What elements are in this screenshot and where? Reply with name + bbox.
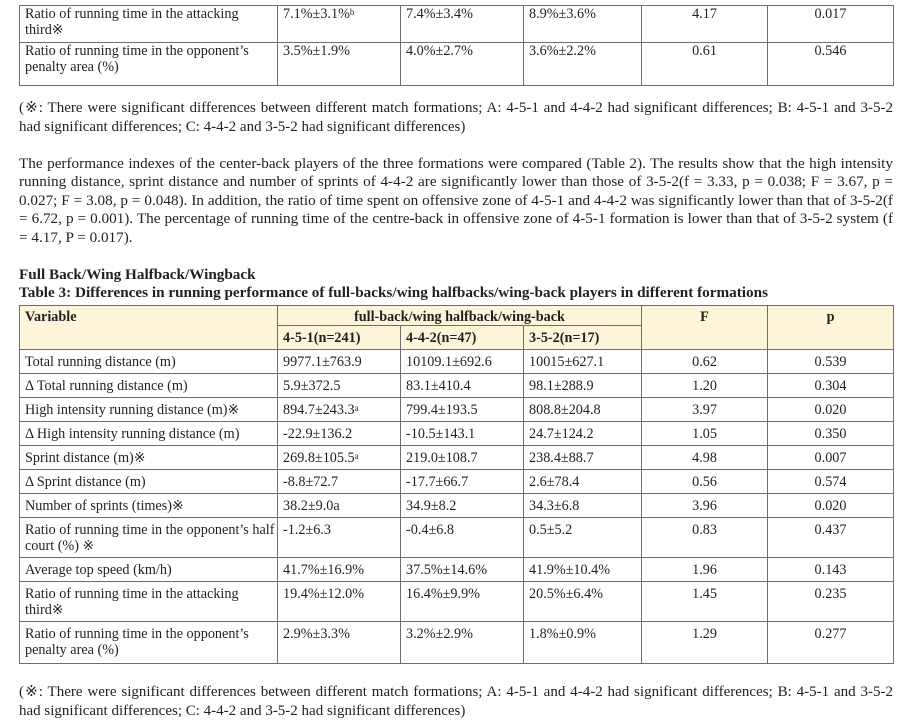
variable-cell: Total running distance (m)	[20, 350, 278, 374]
variable-cell: Δ Sprint distance (m)	[20, 470, 278, 494]
f-value: 0.83	[642, 518, 768, 558]
variable-cell: Number of sprints (times)※	[20, 494, 278, 518]
value-451: -8.8±72.7	[278, 470, 401, 494]
table-row	[20, 422, 894, 446]
f-value: 3.97	[642, 398, 768, 422]
value-352: 98.1±288.9	[524, 374, 642, 398]
header-p: p	[768, 306, 894, 350]
value-451: 3.5%±1.9%	[278, 43, 401, 86]
value-352: 10015±627.1	[524, 350, 642, 374]
table-row	[20, 350, 894, 374]
table3-caption: Table 3: Differences in running performance of full-backs/wing halfbacks/wing-back players in different formations	[19, 284, 768, 301]
value-451: 19.4%±12.0%	[278, 582, 401, 622]
table-row	[20, 6, 894, 43]
header-variable: Variable	[20, 306, 278, 350]
value-442: -0.4±6.8	[401, 518, 524, 558]
f-value: 4.98	[642, 446, 768, 470]
variable-cell: Ratio of running time in the opponent’s penalty area (%)	[20, 43, 278, 86]
p-value: 0.574	[768, 470, 894, 494]
header-451: 4-5-1(n=241)	[278, 326, 401, 350]
table-row	[20, 43, 894, 86]
p-value: 0.277	[768, 622, 894, 664]
f-value: 0.56	[642, 470, 768, 494]
value-352: 3.6%±2.2%	[524, 43, 642, 86]
p-value: 0.143	[768, 558, 894, 582]
value-352: 24.7±124.2	[524, 422, 642, 446]
value-451: 269.8±105.5$^a$	[278, 446, 401, 470]
f-value: 0.61	[642, 43, 768, 86]
value-451: -22.9±136.2	[278, 422, 401, 446]
table-header-row	[20, 306, 894, 326]
f-value: 1.20	[642, 374, 768, 398]
value-451: 7.1%±3.1%$^b$	[278, 6, 401, 43]
value-442: 799.4±193.5	[401, 398, 524, 422]
value-442: 4.0%±2.7%	[401, 43, 524, 86]
table2-footnote: (※: There were significant differences between different match formations; A: 4-5-1 and 4-4-2 had significant differences; B: 4-5-1 and 3-5-2 had significant differences; C: 4-4-2 and 3-5-2 had significant differences)	[19, 100, 893, 135]
value-451: -1.2±6.3	[278, 518, 401, 558]
variable-cell: High intensity running distance (m)※	[20, 398, 278, 422]
p-value: 0.235	[768, 582, 894, 622]
p-value: 0.304	[768, 374, 894, 398]
variable-cell: Average top speed (km/h)	[20, 558, 278, 582]
table-row	[20, 582, 894, 622]
f-value: 4.17	[642, 6, 768, 43]
value-352: 808.8±204.8	[524, 398, 642, 422]
table3	[19, 305, 894, 664]
value-442: -10.5±143.1	[401, 422, 524, 446]
table-row	[20, 518, 894, 558]
value-352: 8.9%±3.6%	[524, 6, 642, 43]
table-row	[20, 622, 894, 664]
value-352: 2.6±78.4	[524, 470, 642, 494]
variable-cell: Δ High intensity running distance (m)	[20, 422, 278, 446]
header-group: full-back/wing halfback/wing-back	[278, 306, 642, 326]
p-value: 0.020	[768, 398, 894, 422]
value-451: 2.9%±3.3%	[278, 622, 401, 664]
value-442: 83.1±410.4	[401, 374, 524, 398]
value-442: 37.5%±14.6%	[401, 558, 524, 582]
value-442: 3.2%±2.9%	[401, 622, 524, 664]
variable-cell: Ratio of running time in the attacking third※	[20, 582, 278, 622]
value-451: 41.7%±16.9%	[278, 558, 401, 582]
table3-footnote: (※: There were significant differences between different match formations; A: 4-5-1 and 4-4-2 had significant differences; B: 4-5-1 and 3-5-2 had significant differences; C: 4-4-2 and 3-5-2 had significant differences)	[19, 684, 893, 719]
table-row	[20, 558, 894, 582]
value-442: -17.7±66.7	[401, 470, 524, 494]
header-352: 3-5-2(n=17)	[524, 326, 642, 350]
header-f: F	[642, 306, 768, 350]
value-442: 7.4%±3.4%	[401, 6, 524, 43]
table-row	[20, 398, 894, 422]
value-352: 41.9%±10.4%	[524, 558, 642, 582]
p-value: 0.017	[768, 6, 894, 43]
value-442: 16.4%±9.9%	[401, 582, 524, 622]
p-value: 0.020	[768, 494, 894, 518]
p-value: 0.350	[768, 422, 894, 446]
table-row	[20, 374, 894, 398]
value-442: 10109.1±692.6	[401, 350, 524, 374]
value-442: 34.9±8.2	[401, 494, 524, 518]
p-value: 0.539	[768, 350, 894, 374]
body-paragraph: The performance indexes of the center-back players of the three formations were compared (Table 2). The results show that the high intensity running distance, sprint distance and number of sprints of 4-4-2 are significantly lower than those of 3-5-2(f = 3.33, p = 0.038; F = 3.67, p = 0.027; F = 3.08, p = 0.048). In addition, the ratio of time spent on offensive zone of 4-5-1 and 4-4-2 was significantly lower than that of 3-5-2(f = 6.72, p = 0.001). The percentage of running time of the centre-back in offensive zone of 4-5-1 formation is lower than that of 3-5-2 system (f = 4.17, P = 0.017).	[19, 155, 893, 246]
section-heading: Full Back/Wing Halfback/Wingback	[19, 266, 256, 283]
value-352: 238.4±88.7	[524, 446, 642, 470]
p-value: 0.437	[768, 518, 894, 558]
f-value: 1.05	[642, 422, 768, 446]
p-value: 0.007	[768, 446, 894, 470]
value-451: 5.9±372.5	[278, 374, 401, 398]
value-352: 20.5%±6.4%	[524, 582, 642, 622]
f-value: 3.96	[642, 494, 768, 518]
table-row	[20, 470, 894, 494]
value-451: 894.7±243.3$^a$	[278, 398, 401, 422]
table-row	[20, 446, 894, 470]
p-value: 0.546	[768, 43, 894, 86]
f-value: 1.96	[642, 558, 768, 582]
f-value: 0.62	[642, 350, 768, 374]
table2-continuation	[19, 5, 894, 86]
value-352: 1.8%±0.9%	[524, 622, 642, 664]
variable-cell: Sprint distance (m)※	[20, 446, 278, 470]
value-451: 38.2±9.0a	[278, 494, 401, 518]
value-451: 9977.1±763.9	[278, 350, 401, 374]
value-352: 34.3±6.8	[524, 494, 642, 518]
variable-cell: Ratio of running time in the attacking third※	[20, 6, 278, 43]
value-442: 219.0±108.7	[401, 446, 524, 470]
header-442: 4-4-2(n=47)	[401, 326, 524, 350]
table-row	[20, 494, 894, 518]
value-352: 0.5±5.2	[524, 518, 642, 558]
f-value: 1.45	[642, 582, 768, 622]
variable-cell: Ratio of running time in the opponent’s penalty area (%)	[20, 622, 278, 664]
variable-cell: Δ Total running distance (m)	[20, 374, 278, 398]
variable-cell: Ratio of running time in the opponent’s half court (%) ※	[20, 518, 278, 558]
f-value: 1.29	[642, 622, 768, 664]
